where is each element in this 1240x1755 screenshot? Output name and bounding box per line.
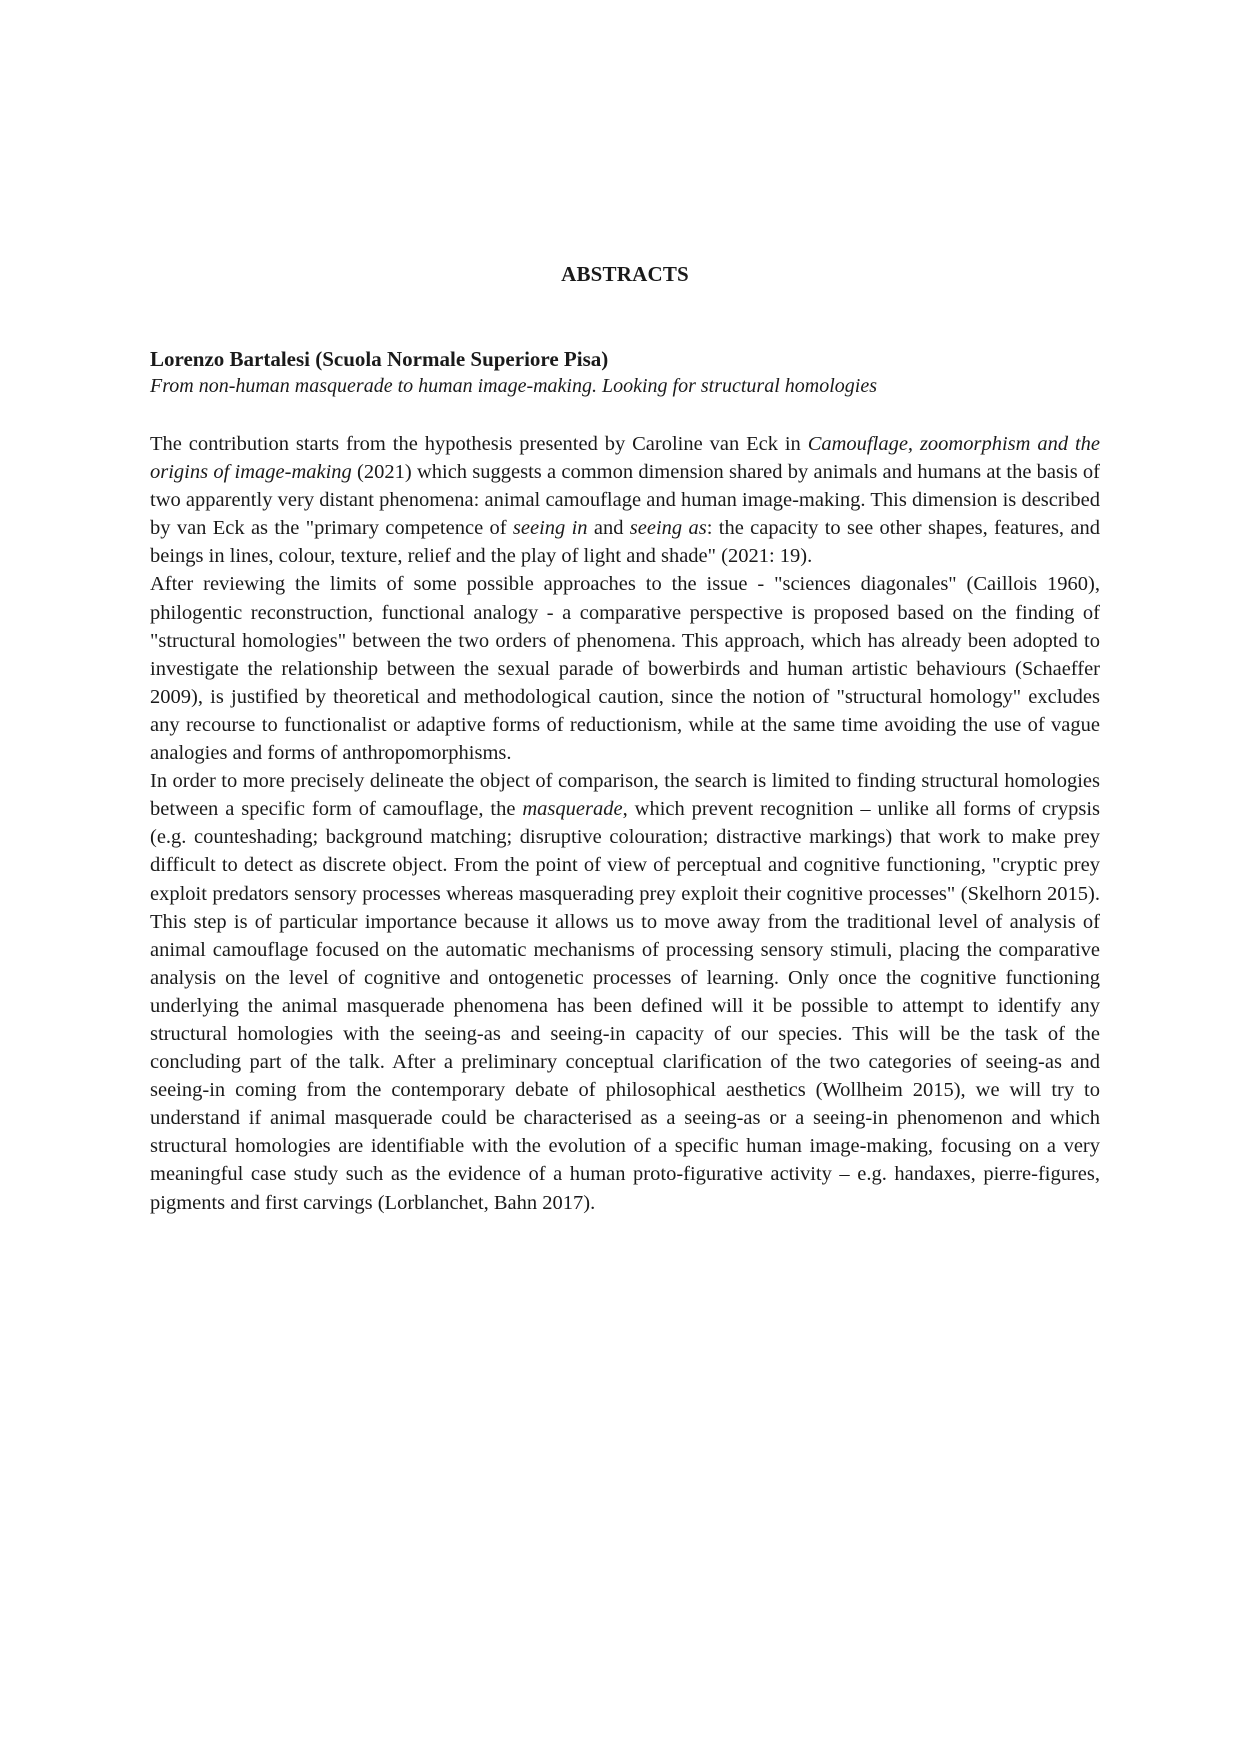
section-heading: ABSTRACTS	[561, 262, 689, 286]
author-line: Lorenzo Bartalesi (Scuola Normale Superiore Pisa)	[150, 347, 609, 371]
italic-text-segment: seeing as	[629, 517, 707, 540]
paragraph-3	[150, 767, 1100, 1217]
abstract-title: From non-human masquerade to human image-making. Looking for structural homologies	[150, 375, 877, 397]
text-segment: , which prevent recognition – unlike all forms of crypsis (e.g. counteshading; background matching; disruptive colouration; distractive markings) that work to make prey difficult to detect as discrete object. From the point of view of perceptual and cognitive functioning, "cryptic prey exploit predators sensory processes whereas masquerading prey exploit their cognitive processes" (Skelhorn 2015). This step is of particular importance because it allows us to move away from the traditional level of analysis of animal camouflage focused on the automatic mechanisms of processing sensory stimuli, placing the comparative analysis on the level of cognitive and ontogenetic processes of learning. Only once the cognitive functioning underlying the animal masquerade phenomena has been defined will it be possible to attempt to identify any structural homologies with the seeing-as and seeing-in capacity of our species. This will be the task of the concluding part of the talk. After a preliminary conceptual clarification of the two categories of seeing-as and seeing-in coming from the contemporary debate of philosophical aesthetics (Wollheim 2015), we will try to understand if animal masquerade could be characterised as a seeing-as or a seeing-in phenomenon and which structural homologies are identifiable with the evolution of a specific human image-making, focusing on a very meaningful case study such as the evidence of a human proto-figurative activity – e.g. handaxes, pierre-figures, pigments and first carvings (Lorblanchet, Bahn 2017).	[150, 798, 1100, 1214]
italic-text-segment: masquerade	[522, 798, 623, 821]
italic-text-segment: Camouflage, zoomorphism and the origins of image-making	[150, 433, 1101, 484]
text-segment: and	[587, 517, 630, 540]
text-segment: The contribution starts from the hypothesis presented by Caroline van Eck in	[150, 433, 808, 455]
italic-text-segment: seeing in	[512, 517, 588, 540]
text-segment: In order to more precisely delineate the object of comparison, the search is limited to finding structural homologies between a specific form of camouflage, the	[150, 770, 1100, 821]
text-segment: (2021) which suggests a common dimension shared by animals and humans at the basis of two apparently very distant phenomena: animal camouflage and human image-making. This dimension is described by van Eck as the "primary competence of	[150, 461, 1100, 540]
paragraph-1	[150, 430, 1100, 570]
text-segment: : the capacity to see other shapes, features, and beings in lines, colour, texture, relief and the play of light and shade" (2021: 19).	[150, 517, 1100, 568]
abstract-body	[150, 430, 1100, 1217]
text-segment: After reviewing the limits of some possible approaches to the issue - "sciences diagonales" (Caillois 1960), philogentic reconstruction, functional analogy - a comparative perspective is proposed based on the finding of "structural homologies" between the two orders of phenomena. This approach, which has already been adopted to investigate the relationship between the sexual parade of bowerbirds and human artistic behaviours (Schaeffer 2009), is justified by theoretical and methodological caution, since the notion of "structural homology" excludes any recourse to functionalist or adaptive forms of reductionism, while at the same time avoiding the use of vague analogies and forms of anthropomorphisms.	[150, 573, 1100, 765]
document-page	[150, 0, 1100, 1755]
paragraph-2	[150, 570, 1100, 767]
